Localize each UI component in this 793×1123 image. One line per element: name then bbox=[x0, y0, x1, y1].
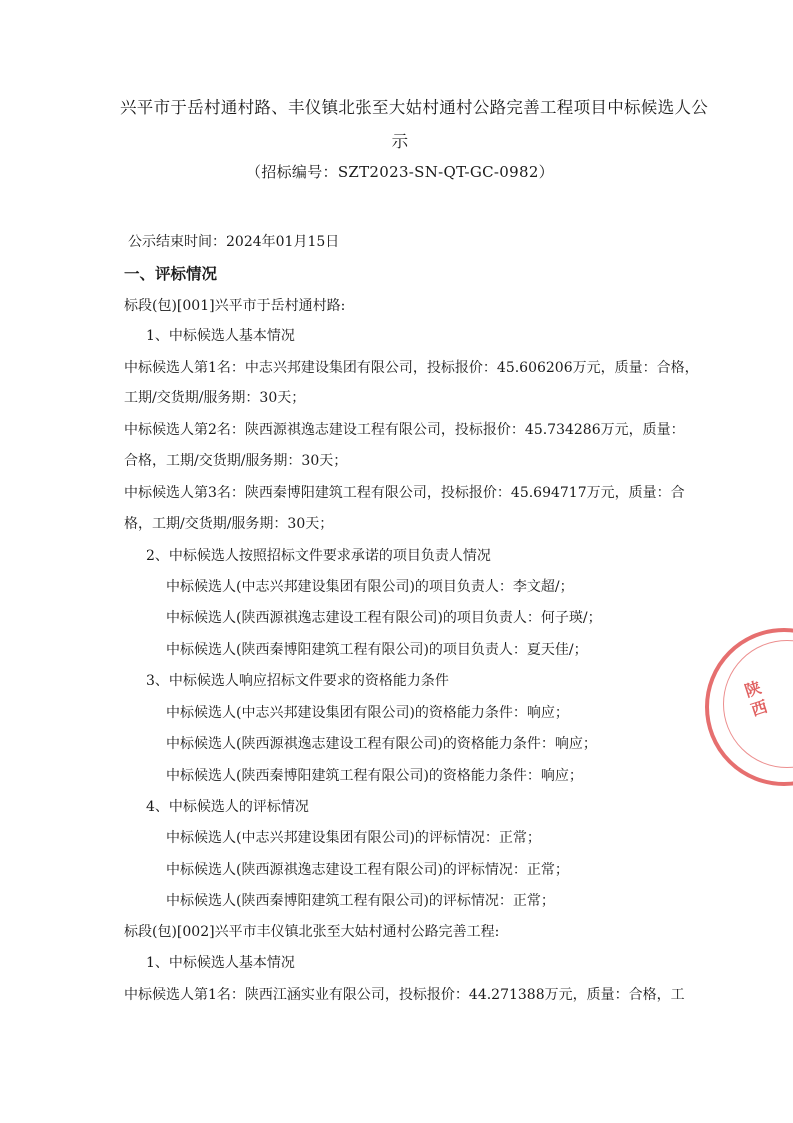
lot1-sub3: 3、中标候选人响应招标文件要求的资格能力条件 bbox=[146, 673, 449, 689]
lot1-q2: 中标候选人(陕西源祺逸志建设工程有限公司)的资格能力条件：响应； bbox=[166, 736, 597, 752]
document-title-line1: 兴平市于岳村通村路、丰仪镇北张至大姑村通村公路完善工程项目中标候选人公 bbox=[120, 98, 708, 117]
lot1-pm1: 中标候选人(中志兴邦建设集团有限公司)的项目负责人：李文超/； bbox=[166, 579, 574, 595]
lot1-pm3: 中标候选人(陕西秦博阳建筑工程有限公司)的项目负责人：夏天佳/； bbox=[166, 642, 588, 658]
lot1-cand2-line2: 合格，工期/交货期/服务期：30天； bbox=[124, 453, 348, 469]
lot2-cand1-line1: 中标候选人第1名：陕西江涵实业有限公司，投标报价：44.271388万元，质量：合格，工 bbox=[124, 987, 685, 1003]
lot1-q3: 中标候选人(陕西秦博阳建筑工程有限公司)的资格能力条件：响应； bbox=[166, 768, 583, 784]
lot1-e1: 中标候选人(中志兴邦建设集团有限公司)的评标情况：正常； bbox=[166, 830, 541, 846]
official-seal-text: 陕西 bbox=[742, 677, 770, 720]
lot1-pm2: 中标候选人(陕西源祺逸志建设工程有限公司)的项目负责人：何子瑛/； bbox=[166, 610, 602, 626]
lot1-q1: 中标候选人(中志兴邦建设集团有限公司)的资格能力条件：响应； bbox=[166, 705, 569, 721]
lot1-cand3-line2: 格，工期/交货期/服务期：30天； bbox=[124, 516, 334, 532]
document-title-line2: 示 bbox=[391, 132, 409, 151]
bid-number: （招标编号：SZT2023-SN-QT-GC-0982） bbox=[246, 163, 554, 181]
section-heading-evaluation: 一、评标情况 bbox=[124, 264, 218, 283]
lot1-cand2-line1: 中标候选人第2名：陕西源祺逸志建设工程有限公司，投标报价：45.734286万元，质量： bbox=[124, 422, 685, 438]
lot1-title: 标段(包)[001]兴平市于岳村通村路: bbox=[124, 298, 346, 314]
lot1-e3: 中标候选人(陕西秦博阳建筑工程有限公司)的评标情况：正常； bbox=[166, 893, 555, 909]
lot1-cand1-line2: 工期/交货期/服务期：30天； bbox=[124, 390, 306, 406]
lot1-cand3-line1: 中标候选人第3名：陕西秦博阳建筑工程有限公司，投标报价：45.694717万元，质量：合 bbox=[124, 485, 685, 501]
lot1-sub4: 4、中标候选人的评标情况 bbox=[146, 799, 309, 815]
lot1-cand1-line1: 中标候选人第1名：中志兴邦建设集团有限公司，投标报价：45.606206万元，质量：合格， bbox=[124, 360, 699, 376]
lot2-title: 标段(包)[002]兴平市丰仪镇北张至大姑村通村公路完善工程: bbox=[124, 924, 500, 940]
lot1-e2: 中标候选人(陕西源祺逸志建设工程有限公司)的评标情况：正常； bbox=[166, 862, 569, 878]
lot1-sub2: 2、中标候选人按照招标文件要求承诺的项目负责人情况 bbox=[146, 548, 491, 564]
lot1-sub1: 1、中标候选人基本情况 bbox=[146, 328, 295, 344]
end-time: 公示结束时间：2024年01月15日 bbox=[128, 234, 340, 250]
lot2-sub1: 1、中标候选人基本情况 bbox=[146, 955, 295, 971]
